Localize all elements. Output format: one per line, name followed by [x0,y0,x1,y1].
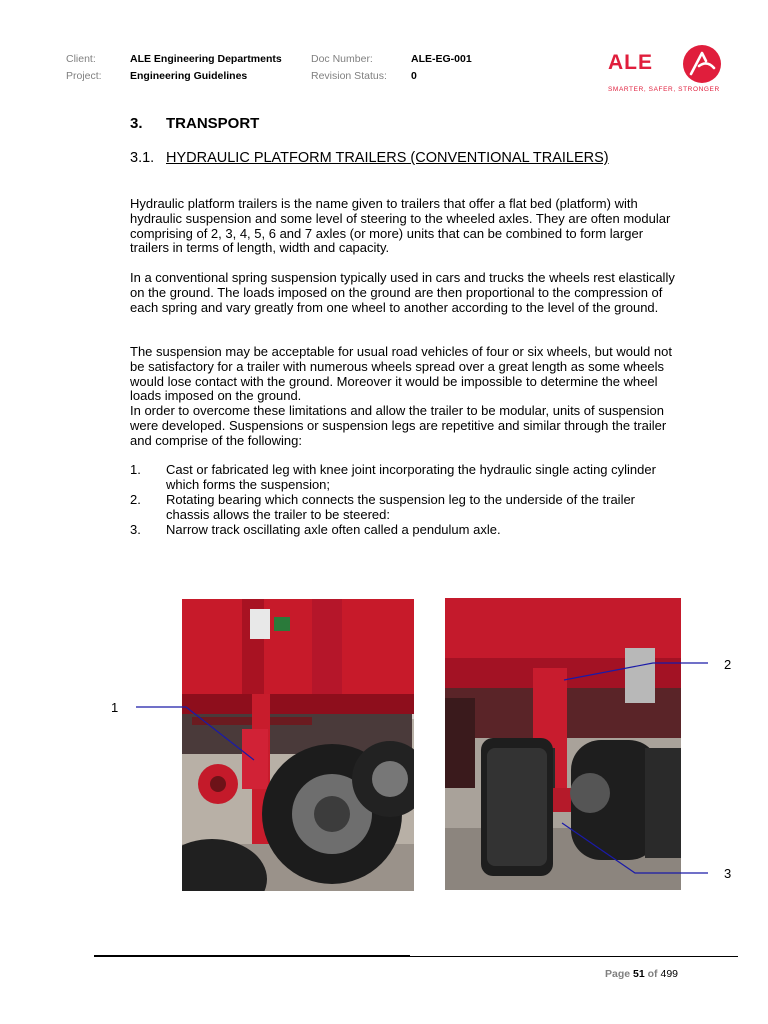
list-item-2-number: 2. [130,492,141,507]
callout-2: 2 [724,657,732,672]
revision-label: Revision Status: [311,70,387,82]
doc-number-value: ALE-EG-001 [411,53,472,65]
project-value: Engineering Guidelines [130,70,248,82]
doc-number-label: Doc Number: [311,53,373,65]
client-value: ALE Engineering Departments [130,53,282,65]
list-item-1-number: 1. [130,462,141,477]
subsection-number: 3.1. [130,150,155,166]
callout-3: 3 [724,866,732,881]
section-title: TRANSPORT [166,115,260,132]
revision-value: 0 [411,70,417,82]
page-label: Page [605,968,631,980]
paragraph-2: In a conventional spring suspension typically used in cars and trucks the wheels rest elastically on the ground. The loads imposed on the ground are then proportional to the compression of each spring and vary greatly from one wheel to another according to the level of the ground. [130,270,675,315]
page-current: 51 [633,968,645,980]
logo-tagline: SMARTER, SAFER, STRONGER [608,86,720,93]
list-item-3-number: 3. [130,522,141,537]
list-item-2-text: Rotating bearing which connects the suspension leg to the underside of the trailer chassis allows the trailer to be steered: [166,492,636,522]
footer-rule-thin [410,956,738,957]
paragraph-3: The suspension may be acceptable for usual road vehicles of four or six wheels, but would not be satisfactory for a trailer with numerous wheels spread over a great length as some wheels would lose contact with the ground. Moreover it would be impossible to determine the wheel loads imposed on the ground. [130,344,672,404]
list-item-3-text: Narrow track oscillating axle often called a pendulum axle. [166,522,501,537]
page-of-label: of [647,968,658,980]
subsection-title: HYDRAULIC PLATFORM TRAILERS (CONVENTIONAL TRAILERS) [166,150,609,166]
section-number: 3. [130,115,143,132]
callout-1: 1 [111,700,119,715]
page-total: 499 [660,968,679,980]
client-label: Client: [66,53,96,65]
paragraph-4: In order to overcome these limitations and allow the trailer to be modular, units of suspension were developed. Suspensions or suspension legs are repetitive and similar through the trailer and comprise of the following: [130,403,667,448]
list-item-1-text: Cast or fabricated leg with knee joint incorporating the hydraulic single acting cylinder which forms the suspension; [166,462,656,492]
paragraph-1: Hydraulic platform trailers is the name given to trailers that offer a flat bed (platform) with hydraulic suspension and some level of steering to the wheeled axles. They are often modular comprising of 2, 3, 4, 5, 6 and 7 axles (or more) units that can be combined to form larger trailers in terms of length, width and capacity. [130,196,671,256]
project-label: Project: [66,70,102,82]
footer-rule-thick [94,955,410,957]
page-number [605,968,678,980]
logo-text: ALE [608,51,653,74]
